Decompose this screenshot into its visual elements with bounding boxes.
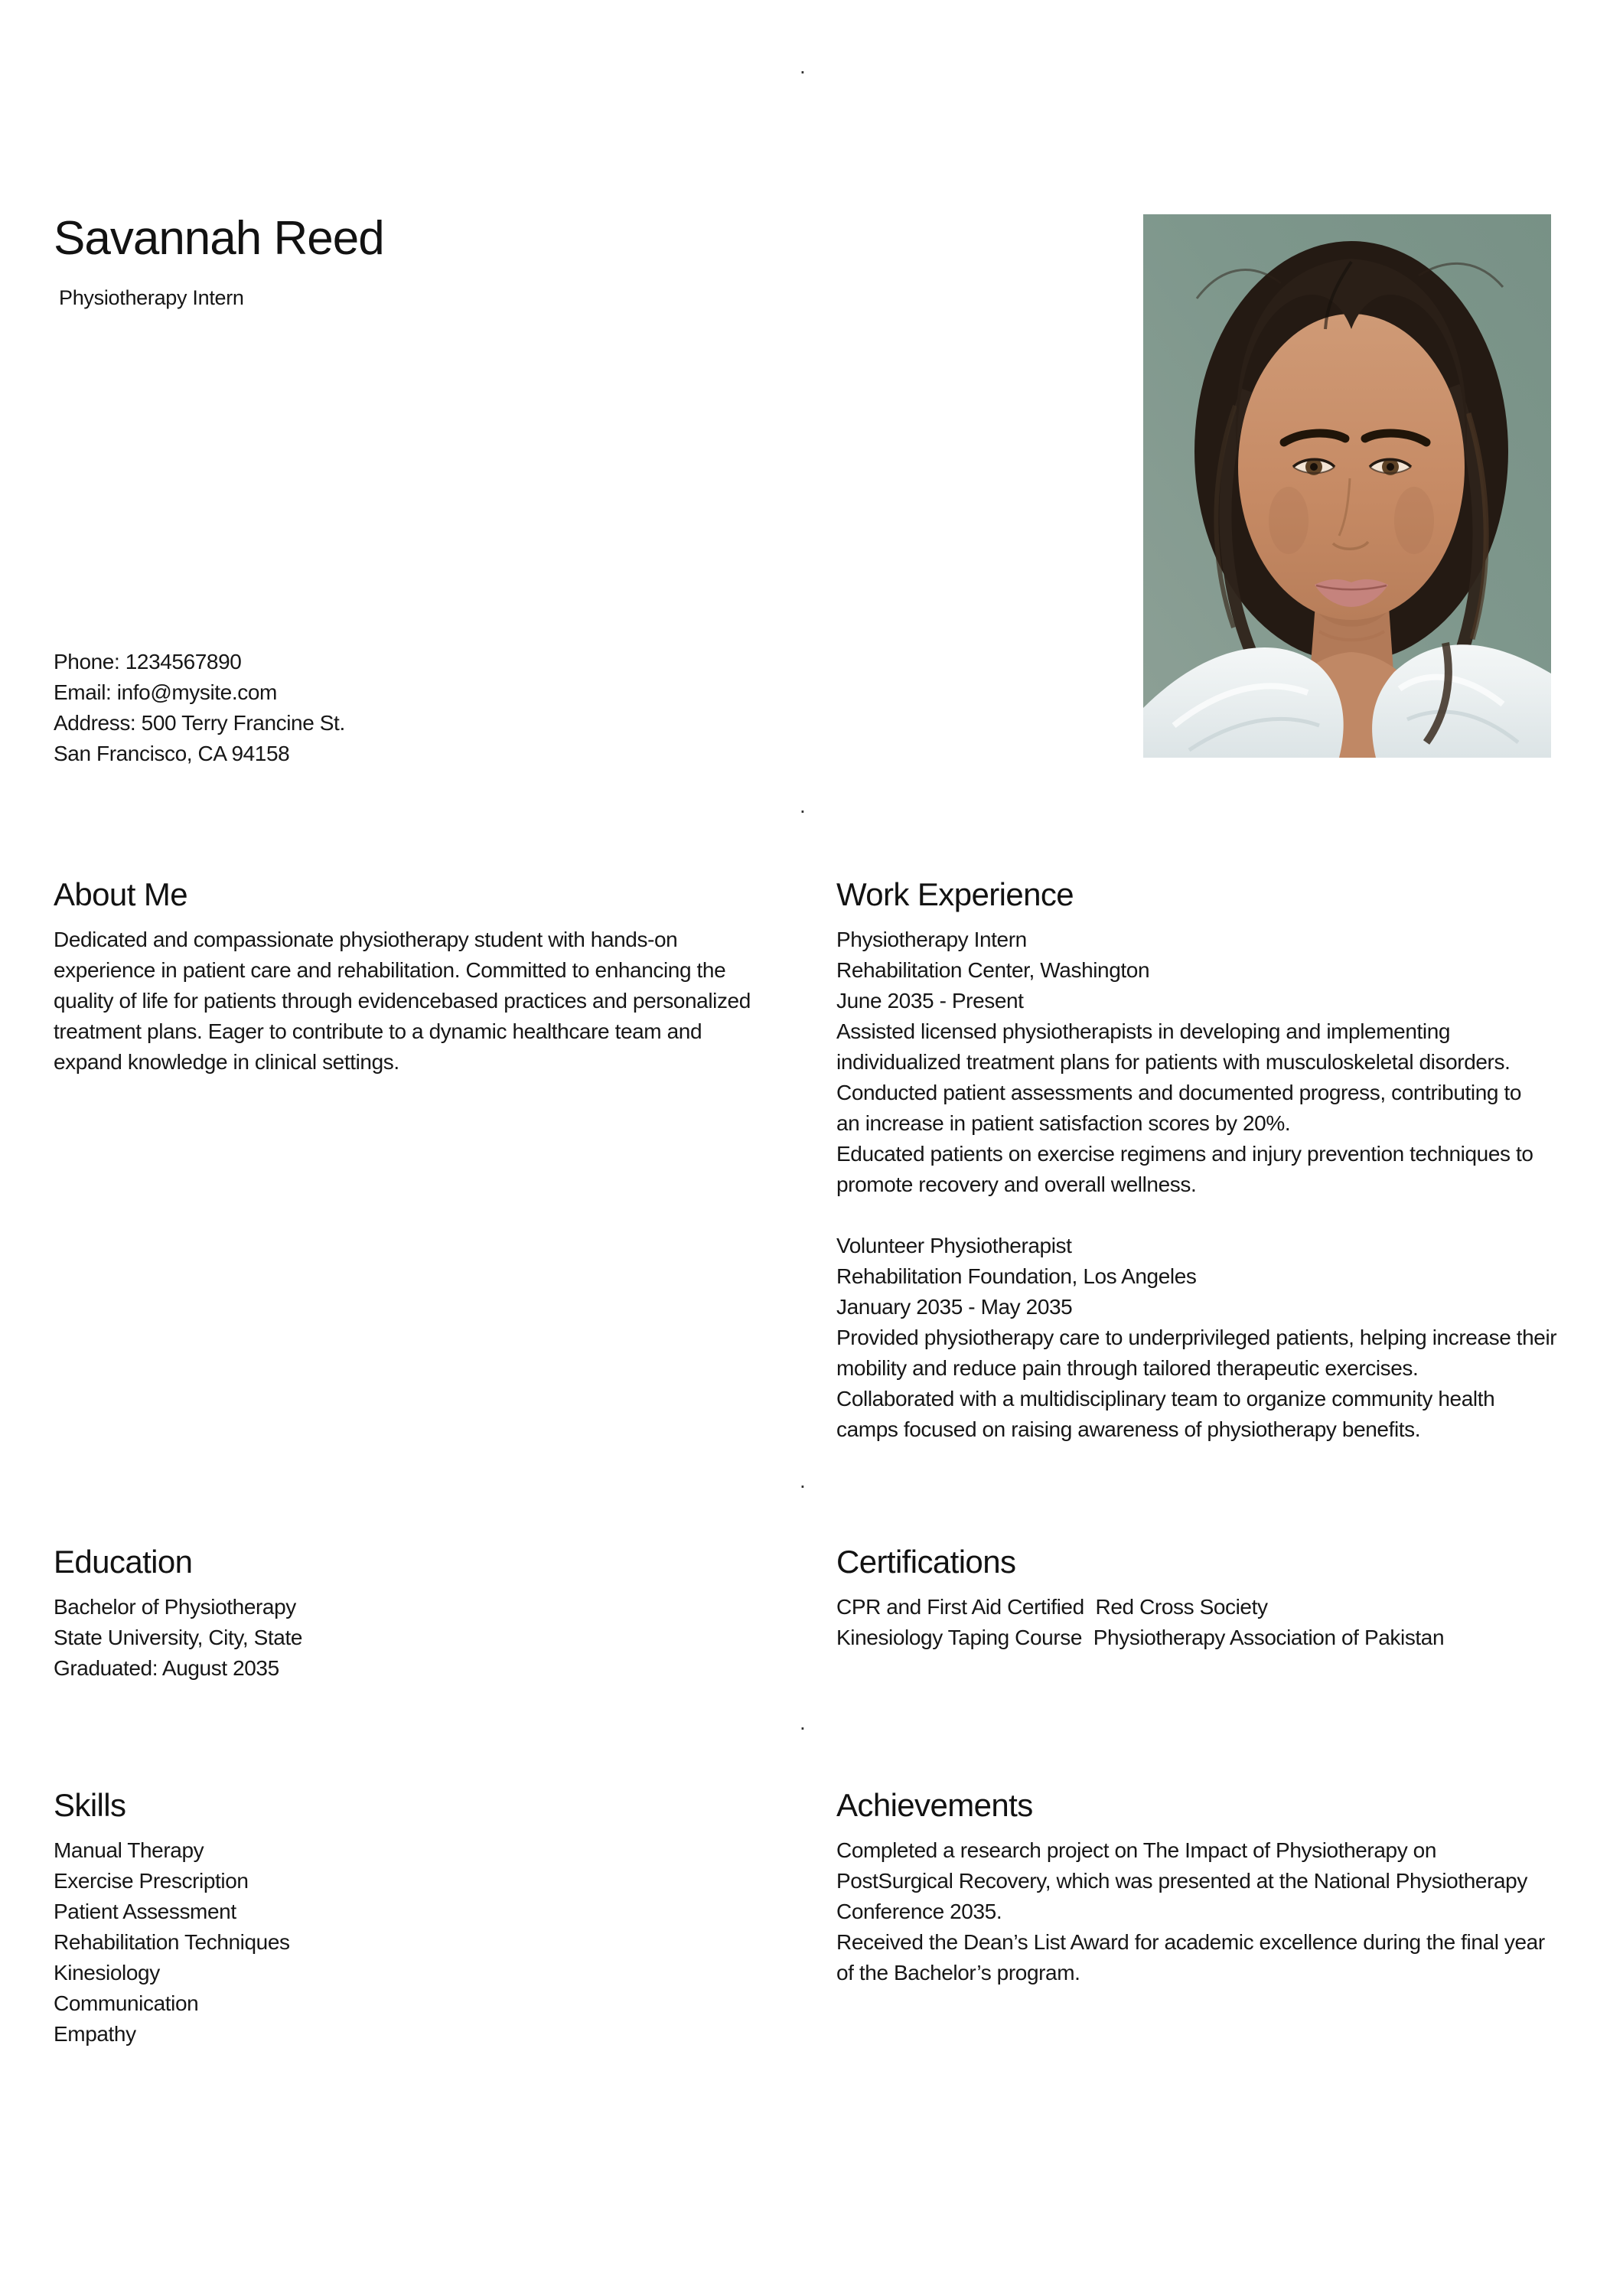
about-section: [54, 876, 788, 1078]
job-desc-line: an increase in patient satisfaction scores by 20%.: [836, 1111, 1291, 1135]
job-desc-line: Educated patients on exercise regimens and injury prevention techniques to: [836, 1142, 1533, 1166]
skill-item: Manual Therapy: [54, 1838, 204, 1862]
contact-email: Email: info@mysite.com: [54, 680, 277, 704]
skill-item: Patient Assessment: [54, 1900, 236, 1923]
achievement-line: Conference 2035.: [836, 1900, 1002, 1923]
job-desc-line: individualized treatment plans for patients with musculoskeletal disorders.: [836, 1050, 1511, 1074]
certifications-section: [836, 1544, 1582, 1653]
separator-dot: .: [800, 54, 806, 78]
education-school-line: State University, City, State: [54, 1626, 303, 1649]
work-experience-section: [836, 876, 1582, 1445]
work-job-1: [836, 925, 1582, 1200]
about-heading: About Me: [54, 876, 187, 912]
achievement-line: PostSurgical Recovery, which was presented at the National Physiotherapy: [836, 1869, 1527, 1893]
skills-section: [54, 1787, 788, 2050]
contact-block: [54, 647, 345, 769]
achievement-line: Received the Dean’s List Award for academic excellence during the final year: [836, 1930, 1545, 1954]
separator-dot: .: [800, 794, 806, 817]
work-job-2: [836, 1231, 1582, 1445]
achievements-heading: Achievements: [836, 1787, 1033, 1823]
job-desc-line: camps focused on raising awareness of physiotherapy benefits.: [836, 1417, 1421, 1441]
certification-line: CPR and First Aid Certified Red Cross Society: [836, 1595, 1268, 1619]
skill-item: Empathy: [54, 2022, 136, 2046]
portrait-photo: [1143, 214, 1551, 758]
job-org-line: Rehabilitation Center, Washington: [836, 958, 1150, 982]
about-text-line: treatment plans. Eager to contribute to a dynamic healthcare team and: [54, 1019, 702, 1043]
skills-heading: Skills: [54, 1787, 126, 1823]
person-name: Savannah Reed: [54, 212, 384, 265]
achievement-line: Completed a research project on The Impact of Physiotherapy on: [836, 1838, 1437, 1862]
job-org-line: Rehabilitation Foundation, Los Angeles: [836, 1264, 1197, 1288]
achievements-section: [836, 1787, 1582, 1988]
job-desc-line: Collaborated with a multidisciplinary team to organize community health: [836, 1387, 1495, 1411]
job-dates-line: January 2035 - May 2035: [836, 1295, 1073, 1319]
job-title-line: Physiotherapy Intern: [836, 928, 1027, 951]
job-desc-line: promote recovery and overall wellness.: [836, 1172, 1197, 1196]
job-separator-space: [836, 1200, 1582, 1231]
job-desc-line: Assisted licensed physiotherapists in developing and implementing: [836, 1019, 1451, 1043]
separator-dot: .: [800, 1469, 806, 1492]
education-degree-line: Bachelor of Physiotherapy: [54, 1595, 296, 1619]
separator-dot: .: [800, 1711, 806, 1734]
skill-item: Communication: [54, 1991, 199, 2015]
contact-address-line1: Address: 500 Terry Francine St.: [54, 711, 345, 735]
certifications-heading: Certifications: [836, 1544, 1016, 1580]
about-text-line: quality of life for patients through evidencebased practices and personalized: [54, 989, 751, 1013]
education-date-line: Graduated: August 2035: [54, 1656, 279, 1680]
skill-item: Exercise Prescription: [54, 1869, 249, 1893]
job-desc-line: Provided physiotherapy care to underprivileged patients, helping increase their: [836, 1326, 1557, 1349]
contact-phone: Phone: 1234567890: [54, 650, 242, 673]
education-section: [54, 1544, 788, 1684]
job-desc-line: Conducted patient assessments and documented progress, contributing to: [836, 1081, 1522, 1104]
contact-address-line2: San Francisco, CA 94158: [54, 742, 290, 765]
job-desc-line: mobility and reduce pain through tailored therapeutic exercises.: [836, 1356, 1419, 1380]
about-text-line: expand knowledge in clinical settings.: [54, 1050, 399, 1074]
achievement-line: of the Bachelor’s program.: [836, 1961, 1080, 1985]
job-title-line: Volunteer Physiotherapist: [836, 1234, 1072, 1257]
about-text-line: experience in patient care and rehabilitation. Committed to enhancing the: [54, 958, 726, 982]
portrait-photo-illustration: [1143, 214, 1551, 758]
certification-line: Kinesiology Taping Course Physiotherapy Association of Pakistan: [836, 1626, 1445, 1649]
job-dates-line: June 2035 - Present: [836, 989, 1024, 1013]
skill-item: Rehabilitation Techniques: [54, 1930, 290, 1954]
about-text-line: Dedicated and compassionate physiotherapy student with hands-on: [54, 928, 678, 951]
skill-item: Kinesiology: [54, 1961, 160, 1985]
work-experience-heading: Work Experience: [836, 876, 1074, 912]
job-title: Physiotherapy Intern: [59, 286, 244, 309]
education-heading: Education: [54, 1544, 193, 1580]
